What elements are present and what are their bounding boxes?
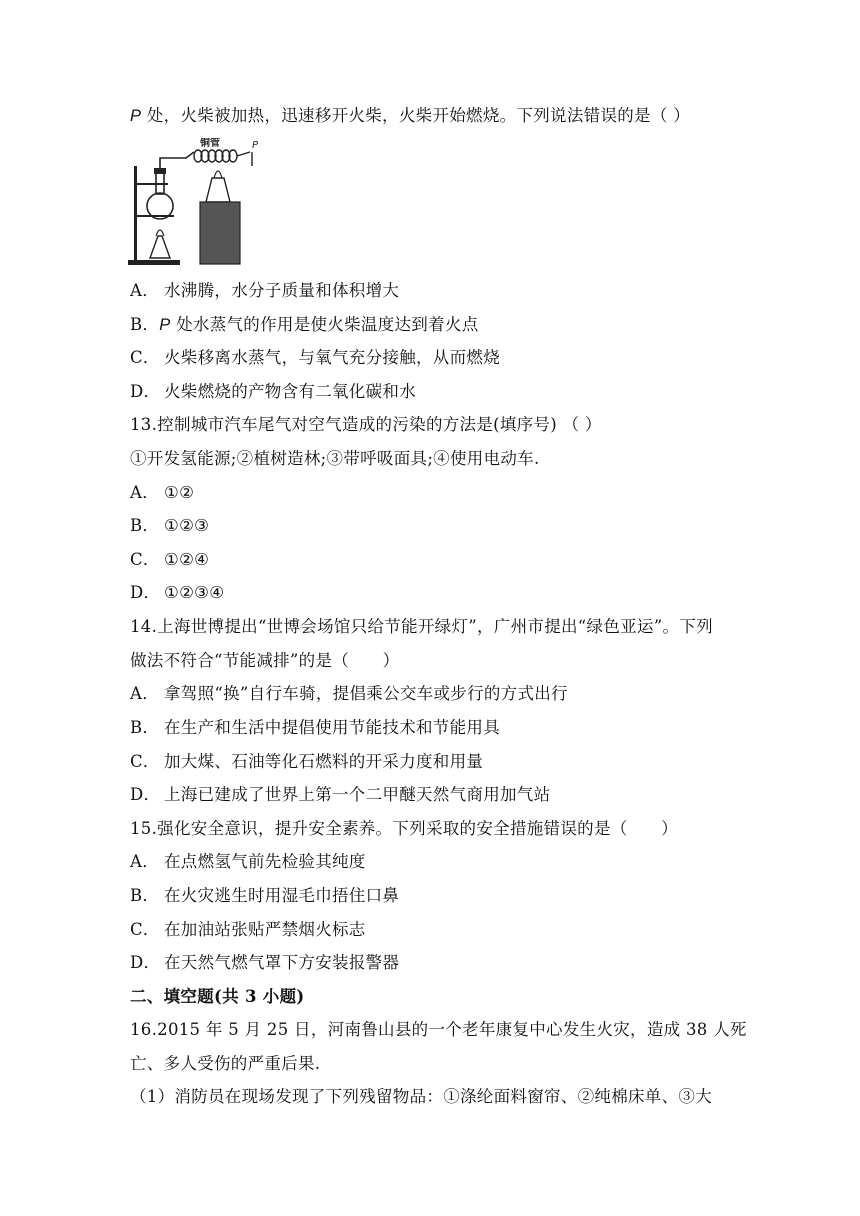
flame-left (156, 230, 164, 236)
q15-stem: 15.强化安全意识，提升安全素养。下列采取的安全措施错误的是（ ） (130, 819, 678, 838)
q13-choices: ①开发氢能源;②植树造林;③带呼吸面具;④使用电动车. (130, 449, 540, 468)
q14-option-c[interactable]: C． 加大煤、石油等化石燃料的开采力度和用量 (130, 752, 484, 771)
q13-stem: 13.控制城市汽车尾气对空气造成的污染的方法是(填序号) （ ） (130, 415, 602, 434)
q14-option-d[interactable]: D． 上海已建成了世界上第一个二甲醚天然气商用加气站 (130, 785, 551, 804)
q16-part1: （1）消防员在现场发现了下列残留物品：①涤纶面料窗帘、②纯棉床单、③大 (130, 1087, 712, 1106)
q15-option-d[interactable]: D． 在天然气燃气罩下方安装报警器 (130, 953, 400, 972)
q14-stem-line2: 做法不符合“节能减排”的是（ ） (130, 651, 400, 670)
label-copper-tube: 铜管 (200, 138, 220, 149)
support-block (200, 202, 240, 264)
label-p: P (252, 140, 259, 151)
q15-option-b[interactable]: B． 在火灾逃生时用湿毛巾捂住口鼻 (130, 886, 400, 905)
stopper (154, 168, 166, 174)
q16-line2: 亡、多人受伤的严重后果. (130, 1054, 321, 1073)
alcohol-lamp-left (150, 236, 170, 258)
q14-stem-line1: 14.上海世博提出“世博会场馆只给节能开绿灯”，广州市提出“绿色亚运”。下列 (130, 617, 713, 636)
q13-option-b[interactable]: B． ①②③ (130, 516, 210, 535)
section-heading-fill-in: 二、填空题(共 3 小题) (130, 987, 305, 1006)
q12-option-b[interactable]: B．P 处水蒸气的作用是使火柴温度达到着火点 (130, 315, 479, 334)
q13-option-a[interactable]: A． ①② (130, 483, 195, 502)
apparatus-figure (128, 138, 268, 268)
copper-coil (194, 150, 250, 162)
q12-option-d[interactable]: D． 火柴燃烧的产物含有二氧化碳和水 (130, 382, 416, 401)
q12-option-a[interactable]: A． 水沸腾，水分子质量和体积增大 (130, 281, 400, 300)
q12-stem (130, 104, 690, 128)
q14-option-a[interactable]: A． 拿驾照“换”自行车骑，提倡乘公交车或步行的方式出行 (130, 684, 568, 703)
q15-option-a[interactable]: A． 在点燃氢气前先检验其纯度 (130, 852, 366, 871)
q13-option-c[interactable]: C． ①②④ (130, 550, 210, 569)
q12-stem-text: 处，火柴被加热，迅速移开火柴，火柴开始燃烧。下列说法错误的是（ ） (141, 106, 691, 125)
q12-option-c[interactable]: C． 火柴移离水蒸气，与氧气充分接触，从而燃烧 (130, 348, 500, 367)
delivery-tube (160, 152, 194, 168)
q15-option-c[interactable]: C． 在加油站张贴严禁烟火标志 (130, 920, 366, 939)
alcohol-lamp-right (206, 178, 230, 202)
q14-option-b[interactable]: B． 在生产和生活中提倡使用节能技术和节能用具 (130, 718, 500, 737)
q12-var-p: P (130, 107, 142, 125)
q16-line1: 16.2015 年 5 月 25 日，河南鲁山县的一个老年康复中心发生火灾，造成 38 人死 (130, 1020, 747, 1039)
flame-right (214, 171, 222, 178)
q13-option-d[interactable]: D． ①②③④ (130, 583, 225, 602)
stand-rod (134, 166, 137, 262)
